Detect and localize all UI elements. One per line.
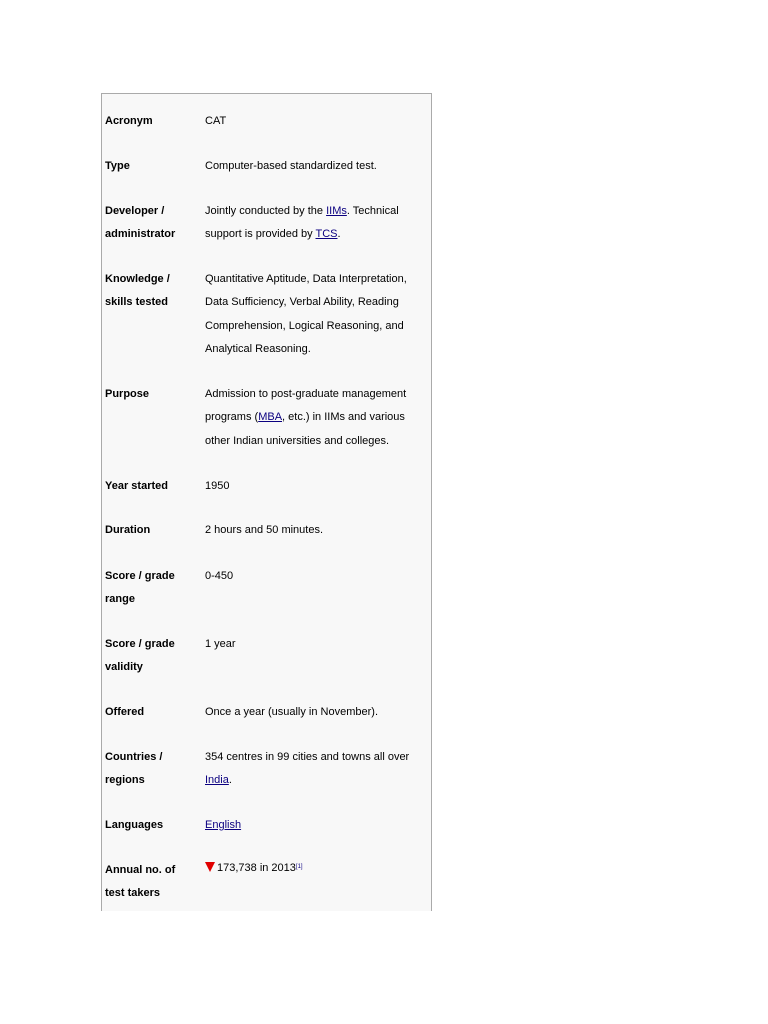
row-label: Knowledge / skills tested (105, 273, 170, 309)
row-label: Languages (105, 819, 164, 831)
value-text: 354 centres in 99 cities and towns all over (205, 751, 410, 763)
decrease-arrow-icon (205, 862, 215, 872)
row-value (205, 857, 425, 880)
exam-infobox (101, 93, 432, 911)
row-label: Offered (105, 706, 145, 718)
row-label: Annual no. of test takers (105, 864, 176, 900)
row-label: Year started (105, 480, 168, 492)
india-link[interactable]: India (205, 774, 229, 787)
iims-link[interactable]: IIMs (326, 205, 347, 217)
row-value (205, 383, 425, 453)
row-value: 2 hours and 50 minutes. (205, 524, 324, 536)
value-text: . (228, 774, 232, 787)
row-label: Score / grade validity (105, 638, 175, 674)
mba-link[interactable]: MBA (258, 411, 283, 424)
row-label: Developer / administrator (105, 205, 176, 241)
row-value (205, 746, 425, 793)
value-text: . (337, 228, 341, 241)
value-text: Jointly conducted by the (205, 205, 327, 217)
row-value (205, 200, 425, 247)
row-label: Countries / regions (105, 751, 163, 787)
reference-link[interactable]: [1] (295, 864, 303, 870)
value-text: 173,738 in 2013 (217, 862, 296, 874)
row-value (205, 814, 425, 837)
row-value: Once a year (usually in November). (205, 706, 379, 718)
tcs-link[interactable]: TCS (315, 228, 338, 241)
value-text: Admission to post-graduate management programs ( (205, 388, 407, 424)
row-label: Purpose (105, 388, 150, 400)
value-text: , etc.) in IIMs and various other Indian universities and colleges. (205, 411, 405, 447)
row-value: Quantitative Aptitude, Data Interpretation, Data Sufficiency, Verbal Ability, Reading Comprehension, Logical Reasoning, and Analytical Reasoning. (205, 273, 407, 356)
row-value: 1950 (205, 480, 230, 492)
row-value: Computer-based standardized test. (205, 160, 377, 172)
value-text: . Technical support is provided by (205, 205, 399, 241)
row-label: Acronym (105, 115, 153, 127)
row-label: Score / grade range (105, 570, 175, 606)
row-label: Duration (105, 524, 151, 536)
row-label: Type (105, 160, 130, 172)
english-link[interactable]: English (205, 819, 242, 831)
row-value: 0-450 (205, 570, 234, 582)
row-value: CAT (205, 115, 227, 127)
row-value: 1 year (205, 638, 236, 650)
